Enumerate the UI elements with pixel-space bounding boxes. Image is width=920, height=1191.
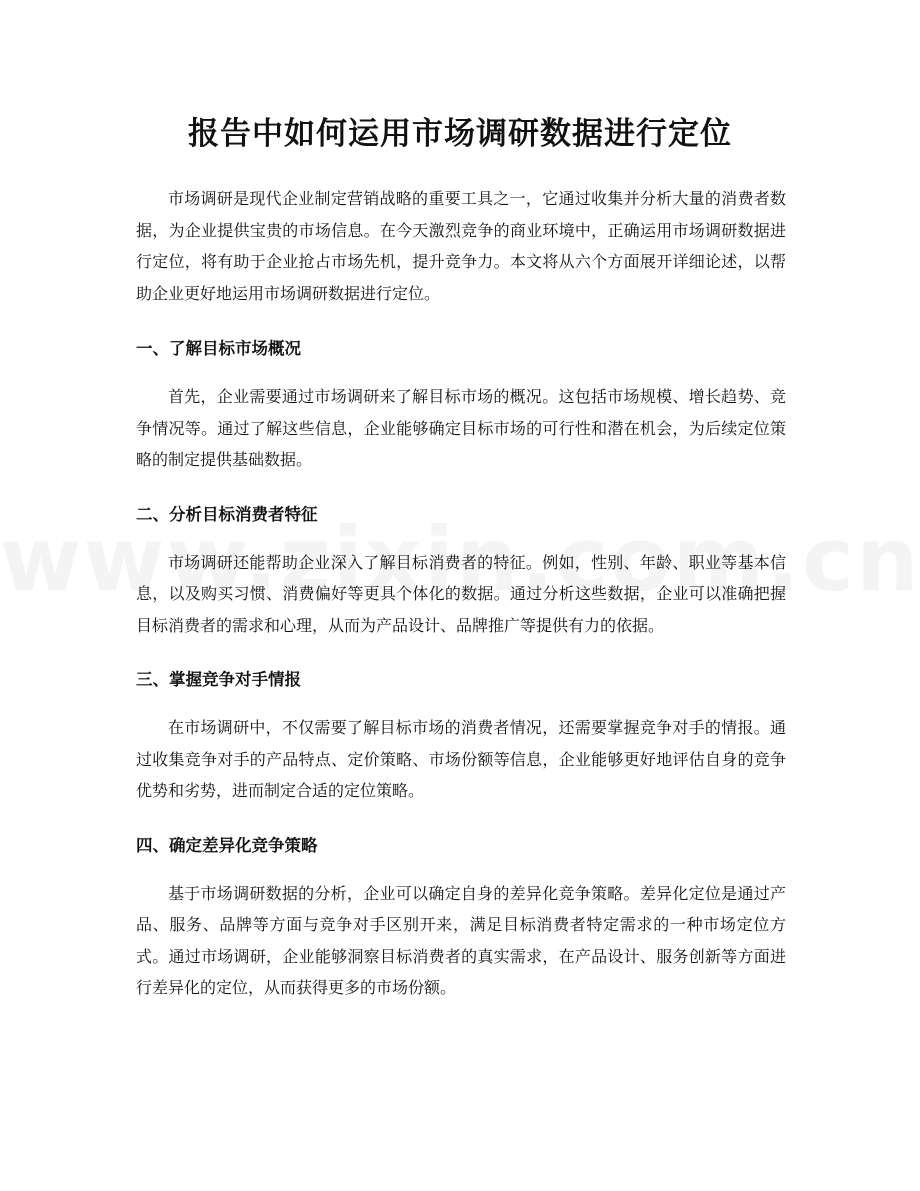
section-heading-4: 四、确定差异化竞争策略 <box>136 835 318 855</box>
section-paragraph-4: 基于市场调研数据的分析，企业可以确定自身的差异化竞争策略。差异化定位是通过产品、服务、品牌等方面与竞争对手区别开来，满足目标消费者特定需求的一种市场定位方式。通过市场调研，企业能够洞察目标消费者的真实需求，在产品设计、服务创新等方面进行差异化的定位，从而获得更多的市场份额。 <box>136 883 786 997</box>
section-heading-1: 一、了解目标市场概况 <box>136 339 301 358</box>
document-body <box>136 183 786 1004</box>
section-heading-3: 三、掌握竞争对手情报 <box>136 670 301 689</box>
section-paragraph-3: 在市场调研中，不仅需要了解目标市场的消费者情况，还需要掌握竞争对手的情报。通过收集竞争对手的产品特点、定价策略、市场份额等信息，企业能够更好地评估自身的竞争优势和劣势，进而制定合适的定位策略。 <box>136 718 786 800</box>
page-title: 报告中如何运用市场调研数据进行定位 <box>188 116 732 152</box>
section-paragraph-1: 首先，企业需要通过市场调研来了解目标市场的概况。这包括市场规模、增长趋势、竞争情况等。通过了解这些信息，企业能够确定目标市场的可行性和潜在机会，为后续定位策略的制定提供基础数据。 <box>136 387 786 469</box>
section-paragraph-2: 市场调研还能帮助企业深入了解目标消费者的特征。例如，性别、年龄、职业等基本信息，以及购买习惯、消费偏好等更具个体化的数据。通过分析这些数据，企业可以准确把握目标消费者的需求和心理，从而为产品设计、品牌推广等提供有力的依据。 <box>136 552 786 635</box>
intro-paragraph: 市场调研是现代企业制定营销战略的重要工具之一，它通过收集并分析大量的消费者数据，为企业提供宝贵的市场信息。在今天激烈竞争的商业环境中，正确运用市场调研数据进行定位，将有助于企业抢占市场先机，提升竞争力。本文将从六个方面展开详细论述，以帮助企业更好地运用市场调研数据进行定位。 <box>136 189 786 303</box>
section-heading-2: 二、分析目标消费者特征 <box>136 504 318 524</box>
